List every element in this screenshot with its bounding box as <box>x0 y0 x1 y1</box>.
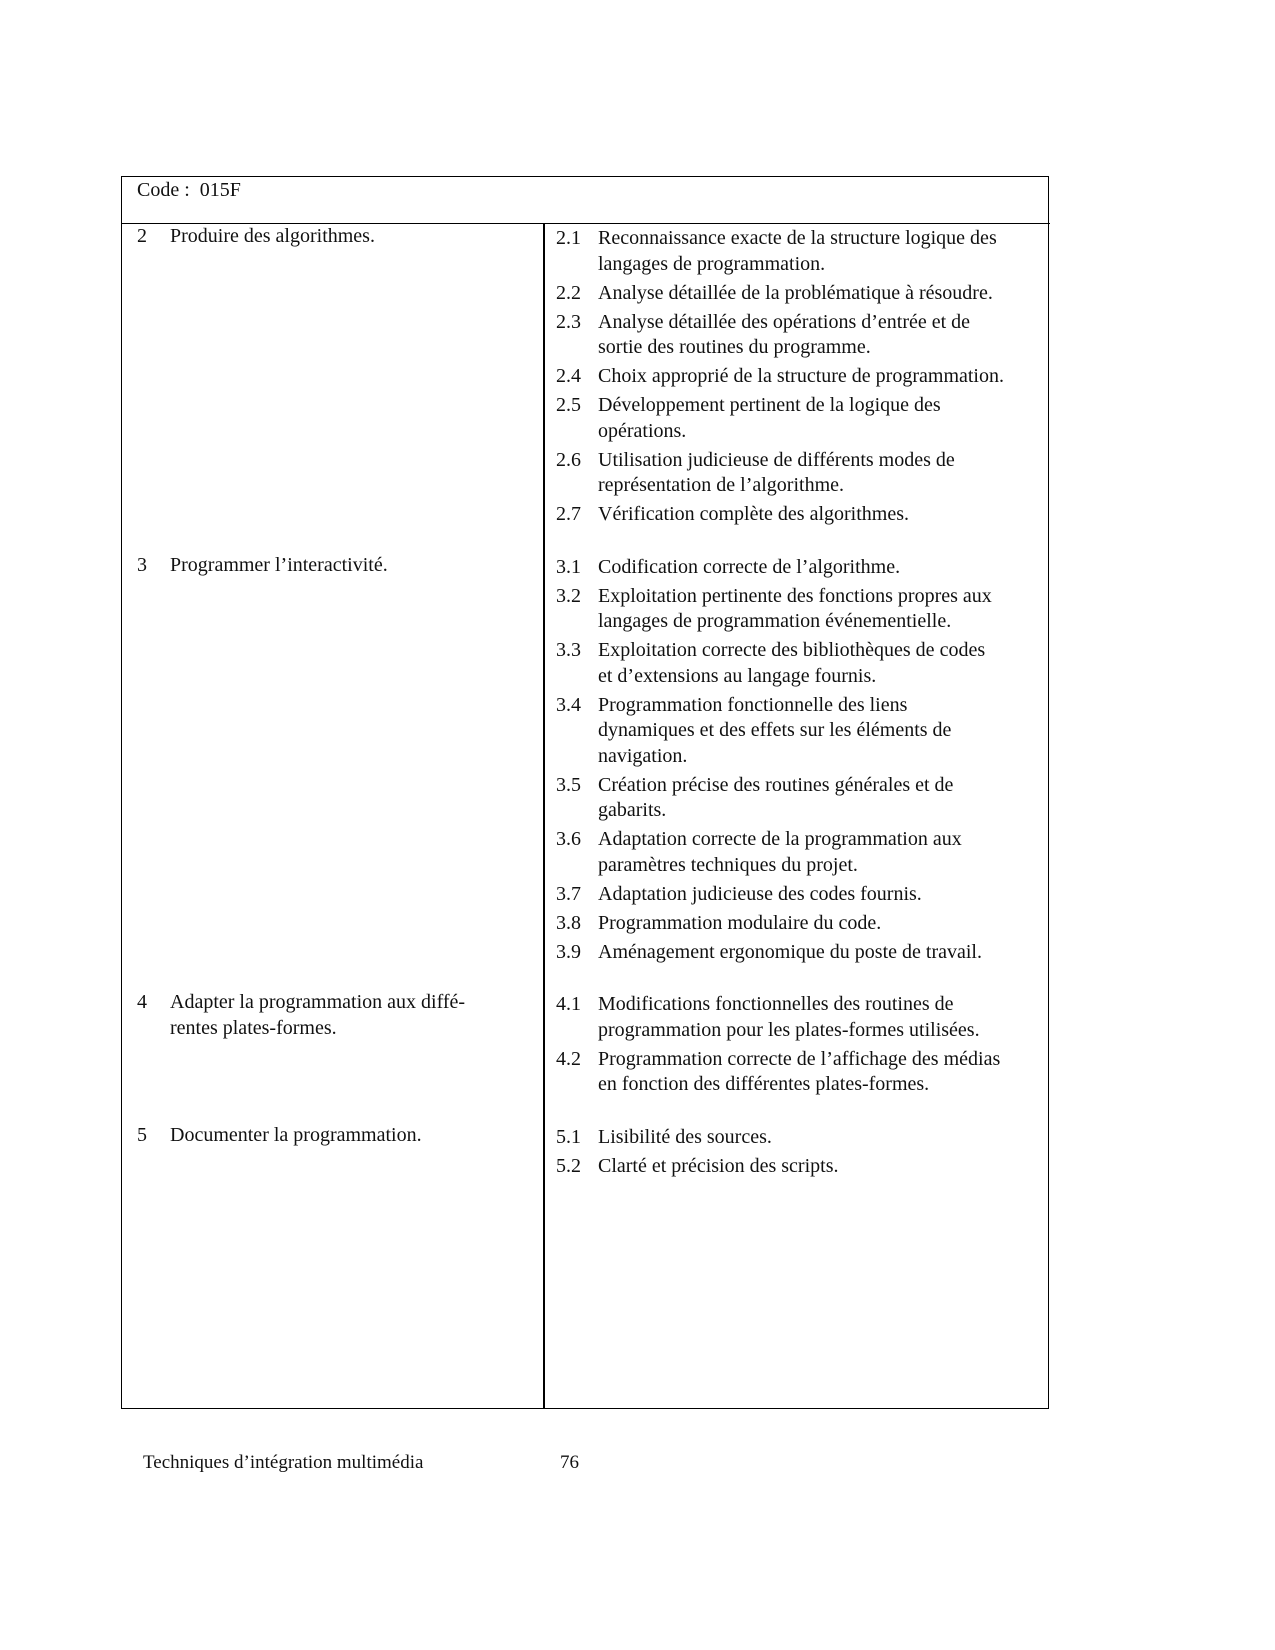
criterion-number: 3.4 <box>556 693 581 716</box>
criteria-cell <box>556 990 1048 1098</box>
criterion-number: 4.1 <box>556 993 581 1015</box>
criterion-text <box>598 584 1048 635</box>
criterion-line: Développement pertinent de la logique des <box>598 394 941 416</box>
footer-title: Techniques d’intégration multimédia <box>143 1452 424 1473</box>
criterion-item <box>556 773 1048 824</box>
criterion-text <box>598 364 1048 390</box>
table-header <box>122 177 1050 224</box>
criterion-number: 2.4 <box>556 365 581 387</box>
criterion-item <box>556 827 1048 878</box>
criterion-text <box>598 502 1048 528</box>
criterion-text <box>598 448 1048 499</box>
criterion-line: en fonction des différentes plates-formes. <box>598 1073 930 1095</box>
criterion-number: 2.1 <box>556 227 581 249</box>
criterion-item <box>556 310 1048 361</box>
criterion-number: 3.6 <box>556 828 581 850</box>
criterion-line: représentation de l’algorithme. <box>598 474 845 496</box>
criterion-text <box>598 638 1048 689</box>
criterion-item <box>556 584 1048 635</box>
criterion-text <box>598 992 1048 1043</box>
element-title <box>170 1123 422 1149</box>
criterion-line: sortie des routines du programme. <box>598 336 871 358</box>
table-row <box>122 224 1048 528</box>
element-title-line: Adapter la programmation aux diffé- <box>170 991 466 1013</box>
element-title <box>170 990 465 1041</box>
element-number: 5 <box>137 1123 147 1146</box>
criterion-item <box>556 281 1048 307</box>
criterion-item <box>556 226 1048 277</box>
element-title-line: Programmer l’interactivité. <box>170 553 388 576</box>
criterion-line: Utilisation judicieuse de différents modes de <box>598 448 955 471</box>
criterion-item <box>556 992 1048 1043</box>
criterion-line: Création précise des routines générales et de <box>598 773 954 796</box>
criteria-cell <box>556 224 1048 528</box>
criterion-number: 2.2 <box>556 281 581 304</box>
table-row <box>122 990 1048 1098</box>
criterion-item <box>556 364 1048 390</box>
criterion-number: 3.8 <box>556 911 581 934</box>
criterion-line: Modifications fonctionnelles des routines de <box>598 993 954 1015</box>
criterion-number: 3.1 <box>556 555 581 578</box>
criterion-item <box>556 693 1048 770</box>
criterion-text <box>598 940 1048 966</box>
criterion-number: 3.9 <box>556 940 581 963</box>
criterion-text <box>598 555 1048 581</box>
criterion-item <box>556 555 1048 581</box>
criterion-number: 2.6 <box>556 448 581 471</box>
table-row <box>122 1123 1048 1180</box>
criterion-item <box>556 448 1048 499</box>
criterion-item <box>556 1125 1048 1151</box>
criterion-line: Exploitation correcte des bibliothèques de codes <box>598 639 986 661</box>
criterion-line: Reconnaissance exacte de la structure logique des <box>598 227 997 249</box>
criterion-line: Programmation modulaire du code. <box>598 911 882 934</box>
criterion-line: navigation. <box>598 744 688 767</box>
criterion-line: Exploitation pertinente des fonctions propres aux <box>598 584 992 607</box>
criterion-item <box>556 911 1048 937</box>
criterion-text <box>598 1125 1048 1151</box>
criterion-line: Codification correcte de l’algorithme. <box>598 555 901 578</box>
page-number: 76 <box>560 1452 579 1473</box>
criterion-line: dynamiques et des effets sur les éléments de <box>598 719 952 741</box>
criterion-line: paramètres techniques du projet. <box>598 853 858 876</box>
criterion-line: langages de programmation événementielle. <box>598 610 952 632</box>
criterion-number: 5.1 <box>556 1125 581 1148</box>
criterion-number: 2.7 <box>556 503 581 525</box>
table-body <box>122 224 1048 1204</box>
criterion-line: Programmation fonctionnelle des liens <box>598 693 908 716</box>
element-number: 4 <box>137 991 147 1013</box>
criterion-line: Adaptation correcte de la programmation aux <box>598 828 962 850</box>
criterion-text <box>598 1047 1048 1098</box>
criterion-text <box>598 226 1048 277</box>
criterion-number: 3.3 <box>556 639 581 661</box>
element-title-line: Documenter la programmation. <box>170 1123 422 1146</box>
criterion-line: Aménagement ergonomique du poste de travail. <box>598 940 982 963</box>
criterion-number: 3.5 <box>556 773 581 796</box>
criterion-line: Adaptation judicieuse des codes fournis. <box>598 882 922 905</box>
criterion-line: Clarté et précision des scripts. <box>598 1154 839 1177</box>
criterion-text <box>598 827 1048 878</box>
criterion-item <box>556 502 1048 528</box>
code-label: Code : 015F <box>137 179 241 201</box>
criterion-line: et d’extensions au langage fournis. <box>598 664 877 687</box>
criterion-text <box>598 281 1048 307</box>
criterion-line: programmation pour les plates-formes utilisées. <box>598 1018 980 1041</box>
criterion-line: Vérification complète des algorithmes. <box>598 503 910 525</box>
criterion-number: 3.7 <box>556 882 581 905</box>
criterion-item <box>556 882 1048 908</box>
criterion-number: 4.2 <box>556 1047 581 1070</box>
competency-table <box>121 176 1049 1409</box>
element-title <box>170 553 388 579</box>
criterion-number: 5.2 <box>556 1154 581 1177</box>
element-title-line: rentes plates-formes. <box>170 1016 337 1039</box>
criterion-text <box>598 911 1048 937</box>
criterion-number: 3.2 <box>556 584 581 607</box>
criterion-line: opérations. <box>598 419 687 442</box>
criterion-line: Choix approprié de la structure de programmation. <box>598 365 1004 387</box>
criterion-item <box>556 1047 1048 1098</box>
element-number: 2 <box>137 225 147 247</box>
criterion-line: Analyse détaillée des opérations d’entrée et de <box>598 310 971 333</box>
criteria-cell <box>556 1123 1048 1180</box>
criterion-line: langages de programmation. <box>598 252 826 275</box>
criterion-line: Analyse détaillée de la problématique à résoudre. <box>598 281 993 304</box>
element-title-line: Produire des algorithmes. <box>170 225 375 247</box>
element-number: 3 <box>137 553 147 576</box>
criterion-text <box>598 310 1048 361</box>
criterion-item <box>556 638 1048 689</box>
criterion-item <box>556 393 1048 444</box>
criterion-text <box>598 393 1048 444</box>
criterion-text <box>598 882 1048 908</box>
criterion-number: 2.5 <box>556 394 581 416</box>
criterion-number: 2.3 <box>556 310 581 333</box>
criterion-text <box>598 773 1048 824</box>
criterion-line: gabarits. <box>598 799 667 821</box>
element-title <box>170 224 375 250</box>
criterion-item <box>556 1154 1048 1180</box>
criteria-cell <box>556 553 1048 966</box>
criterion-text <box>598 693 1048 770</box>
criterion-text <box>598 1154 1048 1180</box>
table-row <box>122 553 1048 966</box>
criterion-item <box>556 940 1048 966</box>
criterion-line: Programmation correcte de l’affichage des médias <box>598 1047 1001 1070</box>
criterion-line: Lisibilité des sources. <box>598 1125 772 1148</box>
